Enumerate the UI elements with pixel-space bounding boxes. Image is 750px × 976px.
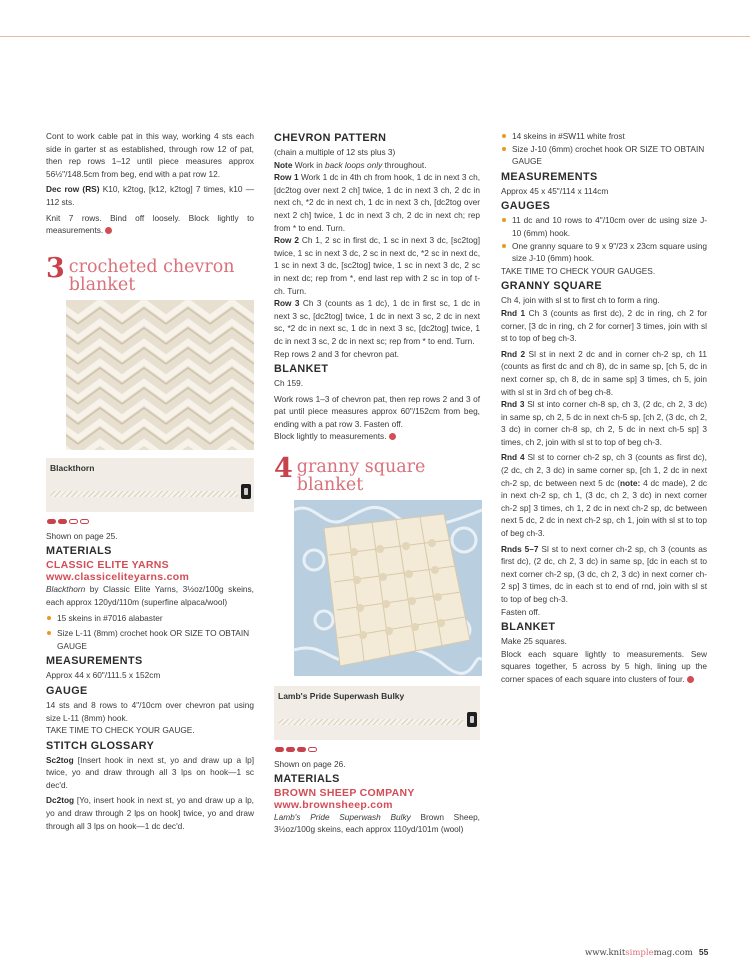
repeat-rows: Rep rows 2 and 3 for chevron pat. — [274, 348, 399, 359]
column-1 — [46, 130, 254, 835]
dc2tog-definition: Dc2tog [Yo, insert hook in next st, yo and draw up a lp, yo and draw through 2 lps on hook] twice, yo and draw through all 3 lps on hook—1 dc dec'd. — [46, 795, 254, 831]
granny-square-blanket-photo — [294, 500, 482, 676]
block-squares: Block each square lightly to measurements. Sew squares together, 5 across by 5 high, lining up the corner spaces of each square into clusters of four. — [501, 648, 707, 684]
footer-website[interactable]: www.knitsimplemag.com — [585, 948, 693, 958]
cable-intro: Cont to work cable pat in this way, working 4 sts each side in garter st as established, through row 12 of pat, then rep rows 1–12 until piece measures approx 56½"/148.5cm from beg, end with a pat row 12. — [46, 131, 254, 179]
brand-name: CLASSIC ELITE YARNS — [46, 559, 169, 572]
bullet-icon — [502, 244, 506, 248]
yarn-description: Blackthorn by Classic Elite Yarns, 3½oz/100g skeins, each approx 120yd/110m (superfine alpaca/wool) — [46, 584, 254, 607]
note: Note Work in back loops only throughout. — [274, 159, 427, 170]
work-rows: Work rows 1–3 of chevron pat, then rep rows 2 and 3 of pat until piece measures approx 60"/152cm from beg, ending with a pat row 3. Fasten off. — [274, 393, 480, 429]
end-mark-icon — [389, 433, 396, 440]
granny-square-heading: GRANNY SQUARE — [501, 280, 602, 293]
bullet-icon — [502, 218, 506, 222]
blanket-heading: BLANKET — [501, 621, 556, 634]
project-title-text: crocheted chevron blanket — [68, 256, 235, 295]
project-number: 4 — [274, 453, 293, 485]
block-lightly: Block lightly to measurements. — [274, 430, 480, 443]
project-3-title — [46, 252, 254, 295]
rnd-1: Rnd 1 Ch 3 (counts as first dc), 2 dc in ring, ch 2 for corner, [3 dc in ring, ch 2 for corner] 3 times, join with sl st to top of beg ch-3. — [501, 307, 707, 344]
weight-bar-empty — [80, 519, 89, 524]
project-title-text: granny square blanket — [296, 457, 426, 496]
measurements-heading: MEASUREMENTS — [501, 170, 598, 183]
sc2tog-definition: Sc2tog [Insert hook in next st, yo and draw up a lp] twice, yo and draw through all 3 lps on hook—1 sc dec'd. — [46, 754, 254, 790]
yarn-description: Lamb's Pride Superwash Bulky Brown Sheep, 3½oz/100g skeins, each approx 110yd/101m (wool) — [274, 811, 480, 835]
dec-row: Dec row (RS) K10, k2tog, [k12, k2tog] 7 times, k10 — 112 sts. — [46, 184, 254, 207]
weight-bar-filled — [297, 747, 306, 752]
brand-name: BROWN SHEEP COMPANY — [274, 786, 415, 799]
column-2 — [274, 130, 480, 839]
weight-bar-filled — [47, 519, 56, 524]
chevron-pattern-heading: CHEVRON PATTERN — [274, 132, 387, 144]
yarn-label: Blackthorn — [50, 462, 95, 473]
gauge-text: 14 sts and 8 rows to 4"/10cm over chevron pat using size L-11 (8mm) hook. — [46, 699, 254, 723]
yarn-strand — [50, 491, 238, 497]
weight-bar-empty — [308, 747, 317, 752]
yarn-swatch-strip — [46, 458, 254, 512]
measurements: Approx 44 x 60"/111.5 x 152cm — [46, 670, 161, 681]
gauge-check: TAKE TIME TO CHECK YOUR GAUGE. — [46, 725, 195, 736]
chevron-blanket-photo — [66, 300, 254, 450]
end-mark-icon — [105, 227, 112, 234]
bullet-icon — [502, 147, 506, 151]
rnd-2: Rnd 2 Sl st in next 2 dc and in corner ch-2 sp, ch 11 (counts as first dc and ch 8), dc in same sp, [ch 5, dc in next corner sp, ch 8, dc in same sp] 3 times, ch 5, join with sl st in 3rd ch of beg ch-8. — [501, 348, 707, 397]
granny-chain: Ch 4, join with sl st to first ch to form a ring. — [501, 295, 660, 306]
measurements-heading: MEASUREMENTS — [46, 655, 143, 668]
chevron-subtitle: (chain a multiple of 12 sts plus 3) — [274, 147, 396, 157]
rnd-4: Rnd 4 Sl st to corner ch-2 sp, ch 3 (counts as first dc), (2 dc, ch 2, 3 dc) in same corner sp, [ch 1, 2 dc in next ch-2 sp, dc between next 5 dc (note: 4 dc made), 2 dc in next ch-2 sp, ch 1, (3 dc, ch 2, 3 dc) in next corner ch-2 sp] 3 times, ch 1, 2 dc in next ch-2 sp, dc between next 5 dc, 2 dc in next ch-2 sp, ch 1, join with sl st to top of beg ch-3. — [501, 452, 707, 539]
materials-bullet: 14 skeins in #SW11 white frost — [501, 130, 707, 143]
yarn-label: Lamb's Pride Superwash Bulky — [278, 691, 405, 702]
end-mark-icon — [687, 676, 694, 683]
page-footer — [585, 947, 708, 958]
gauge-bullet: 11 dc and 10 rows to 4"/10cm over dc using size J-10 (6mm) hook. — [501, 214, 707, 239]
rnds-5-7: Rnds 5–7 Sl st to next corner ch-2 sp, ch 3 (counts as first dc), (2 dc, ch 2, 3 dc) in same sp, [dc in each st to next corner ch-2 sp, (3 dc, ch 2, 3 dc) in next corner ch-2 sp] 3 times, dc in each st to end of rnd, join with sl st to top of beg ch-3. — [501, 543, 707, 604]
top-rule — [0, 36, 750, 37]
brand-website[interactable]: www.brownsheep.com — [274, 798, 393, 811]
materials-heading: MATERIALS — [46, 545, 112, 558]
make-squares: Make 25 squares. — [501, 636, 567, 647]
yarn-weight-tag-icon — [241, 484, 251, 499]
chain: Ch 159. — [274, 378, 304, 389]
knit-rows: Knit 7 rows. Bind off loosely. Block lightly to measurements. — [46, 212, 254, 236]
brand-website[interactable]: www.classiceliteyarns.com — [46, 571, 190, 584]
rnd-3: Rnd 3 Sl st into corner ch-8 sp, ch 3, (2 dc, ch 2, 3 dc) in same sp, ch 2, 5 dc in next ch-5 sp, [ch 2, (3 dc, ch 2, 3 dc) in corner ch-8 sp, ch 2, 5 dc in next ch-5 sp] 3 times, ch 2, join with sl st to top of beg ch-3. — [501, 399, 707, 447]
yarn-swatch-strip — [274, 686, 480, 740]
gauges-heading: GAUGES — [501, 200, 551, 213]
column-3 — [501, 130, 707, 689]
blanket-heading: BLANKET — [274, 363, 329, 376]
materials-bullet: 15 skeins in #7016 alabaster — [46, 612, 254, 625]
yarn-weight-indicator — [275, 747, 480, 752]
materials-bullet: Size J-10 (6mm) crochet hook OR SIZE TO OBTAIN GAUGE — [501, 143, 707, 168]
materials-heading: MATERIALS — [274, 772, 340, 785]
materials-bullet: Size L-11 (8mm) crochet hook OR SIZE TO OBTAIN GAUGE — [46, 627, 254, 652]
bullet-icon — [502, 134, 506, 138]
fasten-off: Fasten off. — [501, 606, 541, 617]
yarn-weight-tag-icon — [467, 712, 477, 727]
weight-bar-filled — [286, 747, 295, 752]
weight-bar-empty — [69, 519, 78, 524]
gauge-heading: GAUGE — [46, 684, 88, 697]
gauge-check: TAKE TIME TO CHECK YOUR GAUGES. — [501, 265, 656, 276]
bullet-icon — [47, 616, 51, 620]
bullet-icon — [47, 631, 51, 635]
shown-on: Shown on page 26. — [274, 759, 346, 770]
page-number: 55 — [698, 947, 709, 957]
gauge-bullet: One granny square to 9 x 9"/23 x 23cm square using size J-10 (6mm) hook. — [501, 240, 707, 265]
row-1: Row 1 Work 1 dc in 4th ch from hook, 1 dc in next 3 ch, [dc2tog over next 2 ch] twice, 1 dc in next 3 ch, 2 dc in next ch, *2 dc in next ch, 1 dc in next 3 ch, [dc2tog over next 2 ch] twice, 1 dc in next 3 ch, 2 dc in next ch; rep from * to end. Turn. — [274, 172, 480, 233]
measurements: Approx 45 x 45"/114 x 114cm — [501, 185, 609, 196]
shown-on: Shown on page 25. — [46, 530, 118, 541]
project-4-title — [274, 455, 480, 494]
row-3: Row 3 Ch 3 (counts as 1 dc), 1 dc in first sc, 1 dc in next 3 sc, [dc2tog] twice, 1 dc in next 3 sc, 2 dc in next sc, *2 dc in next sc, 1 dc in next 3 sc, [dc2tog] twice, 1 dc in next 3 sc, 2 dc in next sc; rep from * to end. Turn. — [274, 298, 481, 346]
row-2: Row 2 Ch 1, 2 sc in first dc, 1 sc in next 3 dc, [sc2tog] twice, 1 sc in next 3 dc, 2 sc in next dc, *2 sc in next dc, 1 sc in next 3 dc, [sc2tog] twice, 1 sc in next 3 dc, 2 sc in next dc; rep from *, end last rep with 2 sc in top of t-ch. Turn. — [274, 235, 480, 296]
weight-bar-filled — [275, 747, 284, 752]
weight-bar-filled — [58, 519, 67, 524]
project-number: 3 — [46, 252, 65, 284]
stitch-glossary-heading: STITCH GLOSSARY — [46, 739, 155, 752]
yarn-strand — [278, 719, 464, 725]
yarn-weight-indicator — [47, 519, 254, 524]
